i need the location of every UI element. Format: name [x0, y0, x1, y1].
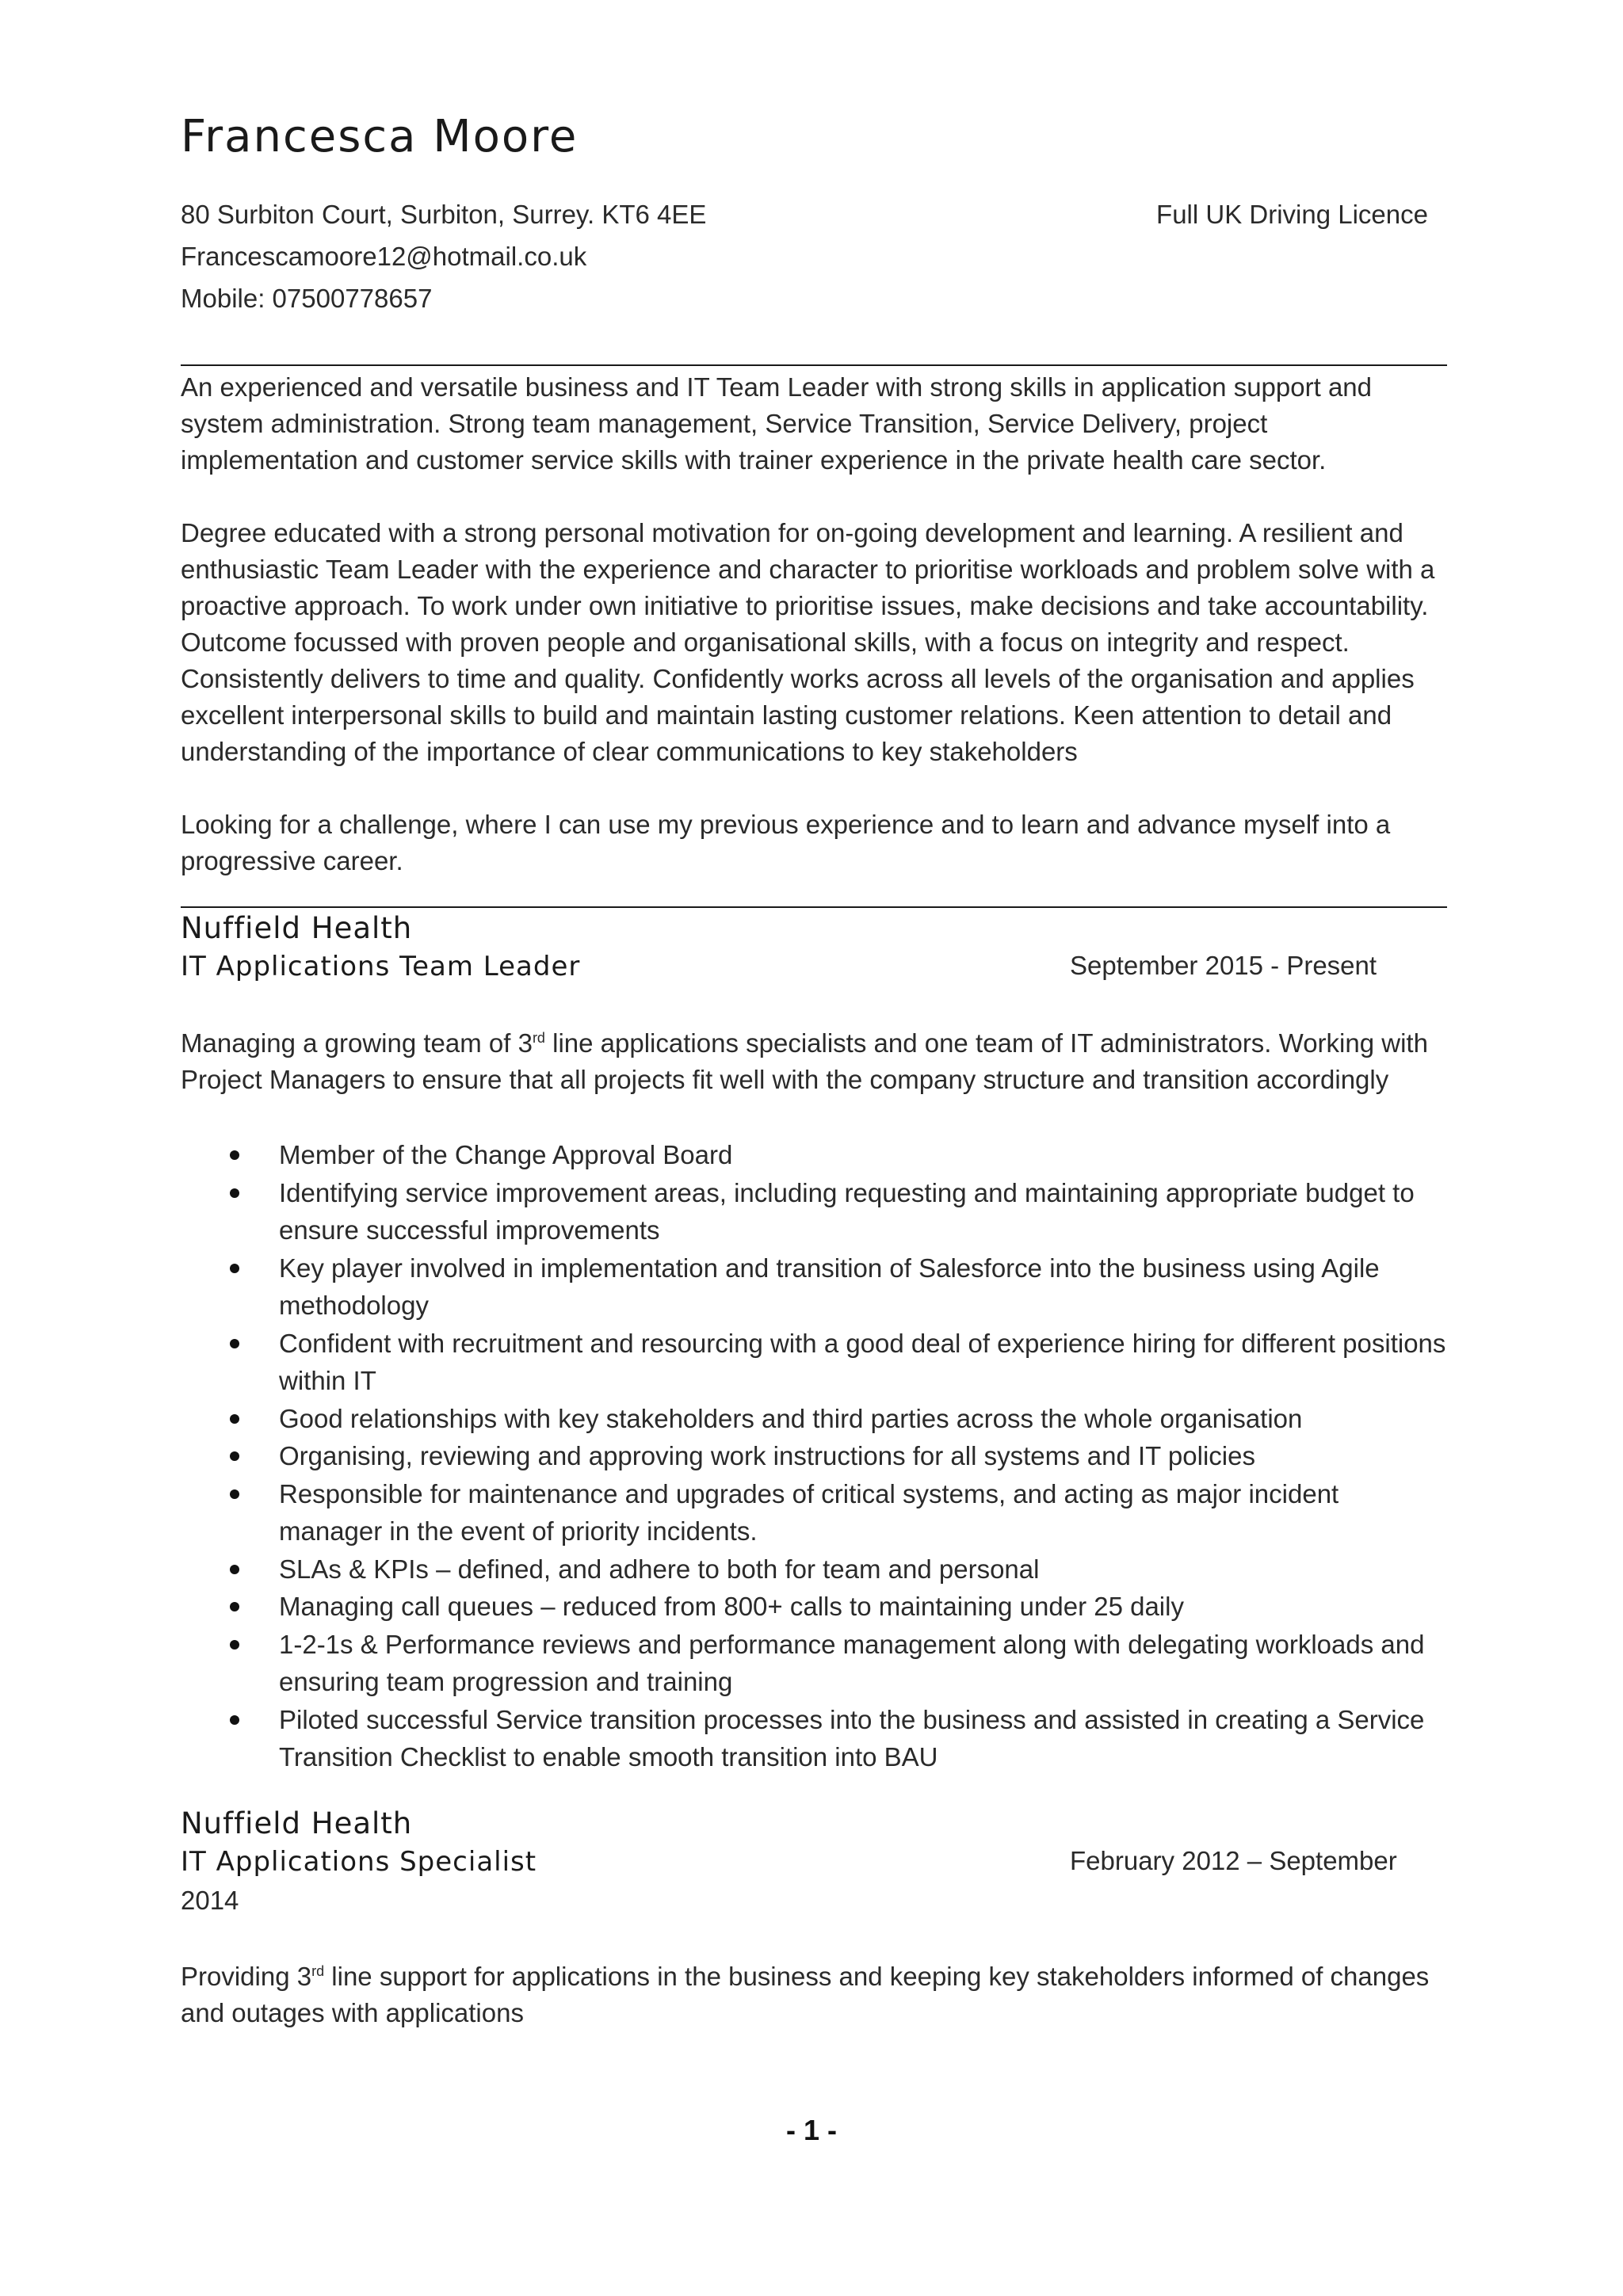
- job1-summary: Managing a growing team of 3rd line applications specialists and one team of IT administrators. Working with Project Managers to ensure that all projects fit well with the company structure and transition accordingly: [181, 1028, 1428, 1094]
- profile-paragraph-3: Looking for a challenge, where I can use my previous experience and to learn and advance myself into a progressive career.: [181, 810, 1391, 875]
- list-item: Good relationships with key stakeholders and third parties across the whole organisation: [181, 1400, 1449, 1438]
- address-line: 80 Surbiton Court, Surbiton, Surrey. KT6 4EE: [181, 200, 707, 229]
- list-item: Managing call queues – reduced from 800+ calls to maintaining under 25 daily: [181, 1588, 1449, 1626]
- bullet-icon: [230, 1715, 239, 1725]
- job2-employer: Nuffield Health: [181, 1806, 413, 1840]
- mobile-number: Mobile: 07500778657: [181, 284, 433, 313]
- bullet-icon: [230, 1264, 239, 1273]
- list-item: Responsible for maintenance and upgrades of critical systems, and acting as major incident manager in the event of priority incidents.: [181, 1475, 1449, 1550]
- list-item: Confident with recruitment and resourcing with a good deal of experience hiring for different positions within IT: [181, 1325, 1449, 1400]
- bullet-icon: [230, 1150, 239, 1160]
- list-item: Identifying service improvement areas, including requesting and maintaining appropriate budget to ensure successful improvements: [181, 1174, 1449, 1249]
- section-divider: [181, 364, 1447, 366]
- candidate-name: Francesca Moore: [181, 111, 579, 162]
- list-item: Piloted successful Service transition processes into the business and assisted in creating a Service Transition Checklist to enable smooth transition into BAU: [181, 1701, 1449, 1776]
- job1-employer: Nuffield Health: [181, 911, 413, 945]
- list-item: Member of the Change Approval Board: [181, 1136, 1449, 1174]
- job1-title: IT Applications Team Leader: [181, 951, 581, 982]
- bullet-icon: [230, 1451, 239, 1461]
- page-number: - 1 -: [785, 2114, 837, 2146]
- section-divider: [181, 906, 1447, 908]
- profile-paragraph-1: An experienced and versatile business and IT Team Leader with strong skills in application support and system administration. Strong team management, Service Transition, Service Delivery, project implementation and customer service skills with trainer experience in the private health care sector.: [181, 372, 1372, 475]
- list-item: 1-2-1s & Performance reviews and performance management along with delegating workloads and ensuring team progression and training: [181, 1626, 1449, 1701]
- driving-licence: Full UK Driving Licence: [1156, 200, 1428, 229]
- job2-dates: February 2012 – September: [1070, 1846, 1397, 1875]
- job1-responsibilities: [181, 1136, 1449, 1776]
- list-item: Organising, reviewing and approving work instructions for all systems and IT policies: [181, 1437, 1449, 1475]
- job2-title: IT Applications Specialist: [181, 1846, 537, 1878]
- bullet-icon: [230, 1640, 239, 1650]
- bullet-icon: [230, 1414, 239, 1424]
- bullet-icon: [230, 1565, 239, 1574]
- bullet-icon: [230, 1339, 239, 1348]
- email-address[interactable]: Francescamoore12@hotmail.co.uk: [181, 242, 587, 271]
- job2-summary: Providing 3rd line support for applications in the business and keeping key stakeholders informed of changes and outages with applications: [181, 1962, 1430, 2027]
- list-item: Key player involved in implementation and transition of Salesforce into the business using Agile methodology: [181, 1249, 1449, 1325]
- job2-dates-continued: 2014: [181, 1886, 239, 1915]
- profile-paragraph-2: Degree educated with a strong personal motivation for on-going development and learning. A resilient and enthusiastic Team Leader with the experience and character to prioritise workloads and problem solve with a proactive approach. To work under own initiative to prioritise issues, make decisions and take accountability. Outcome focussed with proven people and organisational skills, with a focus on integrity and respect. Consistently delivers to time and quality. Confidently works across all levels of the organisation and applies excellent interpersonal skills to build and maintain lasting customer relations. Keen attention to detail and understanding of the importance of clear communications to key stakeholders: [181, 518, 1435, 766]
- bullet-icon: [230, 1489, 239, 1499]
- list-item: SLAs & KPIs – defined, and adhere to both for team and personal: [181, 1550, 1449, 1589]
- bullet-icon: [230, 1188, 239, 1198]
- job1-dates: September 2015 - Present: [1070, 951, 1377, 980]
- bullet-icon: [230, 1602, 239, 1611]
